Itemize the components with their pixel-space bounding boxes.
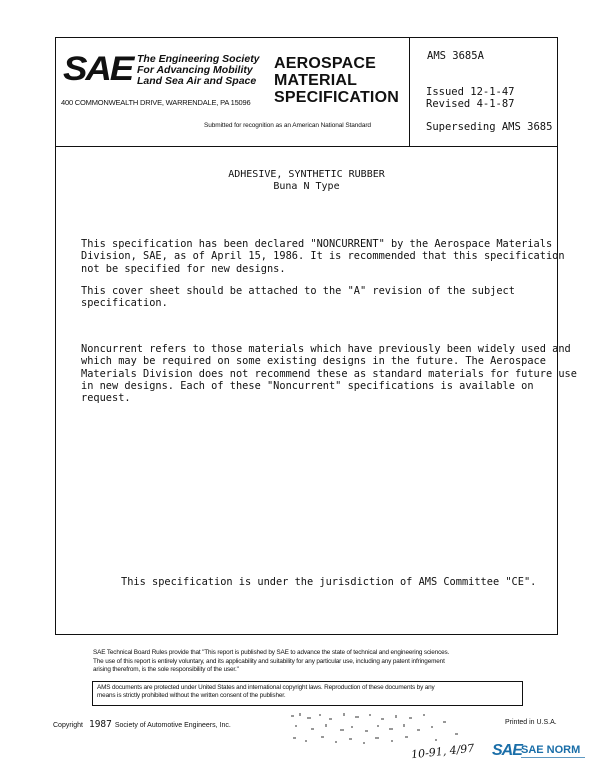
submitted-note: Submitted for recognition as an American National Standard	[204, 122, 371, 129]
paragraph-line: which may be required on some existing designs in the future. The Aerospace	[81, 355, 546, 368]
paragraph-line: This cover sheet should be attached to the "A" revision of the subject	[81, 285, 515, 297]
society-line: The Engineering Society	[137, 53, 260, 65]
revised-date: Revised 4-1-87	[426, 98, 515, 110]
rules-line: arising therefrom, is the sole responsibility of the user."	[93, 666, 239, 674]
rules-line: SAE Technical Board Rules provide that "This report is published by SAE to advance the state of technical and engineering sciences.	[93, 649, 450, 656]
document-title	[56, 169, 557, 193]
doc-type-line: AEROSPACE	[274, 55, 376, 72]
copyright-holder: Society of Automotive Engineers, Inc.	[114, 722, 231, 729]
sae-norm-watermark-text: SAE NORM	[521, 744, 581, 756]
technical-board-rules	[93, 649, 449, 675]
header-row	[56, 38, 557, 147]
handwritten-date-note: 10-91, 4/97	[410, 741, 475, 762]
paragraph-line: Materials Division does not recommend these as standard materials for future use	[81, 367, 577, 380]
paragraph-line: This specification has been declared "NONCURRENT" by the Aerospace Materials	[81, 238, 553, 250]
society-line: Land Sea Air and Space	[137, 75, 257, 87]
title-line-1: ADHESIVE, SYNTHETIC RUBBER	[228, 169, 385, 180]
paragraph-line: not be specified for new designs.	[81, 262, 286, 275]
notice-line: AMS documents are protected under United States and international copyright laws. Reproduction of these documents by any	[97, 684, 435, 691]
society-tagline	[137, 54, 260, 87]
watermark-underline	[521, 757, 585, 760]
paragraph-line: in new designs. Each of these "Noncurrent" specifications is available on	[81, 379, 534, 392]
paragraph-line: Division, SAE, as of April 15, 1986. It is recommended that this specification	[81, 250, 565, 263]
copyright-year: 1987	[88, 719, 112, 730]
noncurrent-declaration-paragraph	[81, 238, 565, 275]
society-address: 400 COMMONWEALTH DRIVE, WARRENDALE, PA 15096	[61, 98, 251, 107]
paragraph-line: request.	[81, 392, 131, 405]
header-divider	[409, 38, 410, 146]
spec-frame	[55, 37, 577, 635]
sae-logo: SAE	[63, 50, 133, 88]
printed-in-usa: Printed in U.S.A.	[505, 719, 557, 726]
ams-number: AMS 3685A	[427, 50, 484, 62]
paragraph-line: specification.	[81, 297, 168, 310]
copyright-label: Copyright	[53, 722, 83, 729]
document-type-heading	[274, 55, 399, 106]
copyright-line	[53, 719, 231, 730]
superseding-note: Superseding AMS 3685	[426, 121, 553, 133]
sae-norm-watermark-logo: SAE	[492, 742, 522, 759]
noncurrent-definition-paragraph	[81, 343, 577, 405]
title-line-2: Buna N Type	[273, 181, 340, 192]
copyright-protection-notice	[92, 681, 523, 706]
jurisdiction-statement: This specification is under the jurisdiction of AMS Committee "CE".	[121, 576, 537, 588]
doc-type-line: MATERIAL	[274, 72, 358, 89]
rules-line: The use of this report is entirely voluntary, and its applicability and suitability for any particular use, including any patent infringement	[93, 657, 445, 665]
cover-sheet-paragraph	[81, 285, 541, 310]
doc-type-line: SPECIFICATION	[274, 89, 399, 106]
society-line: For Advancing Mobility	[137, 64, 253, 76]
notice-line: means is strictly prohibited without the written consent of the publisher.	[97, 692, 286, 700]
issued-date: Issued 12-1-47	[426, 86, 515, 98]
paragraph-line: Noncurrent refers to those materials which have previously been widely used and	[81, 343, 571, 355]
